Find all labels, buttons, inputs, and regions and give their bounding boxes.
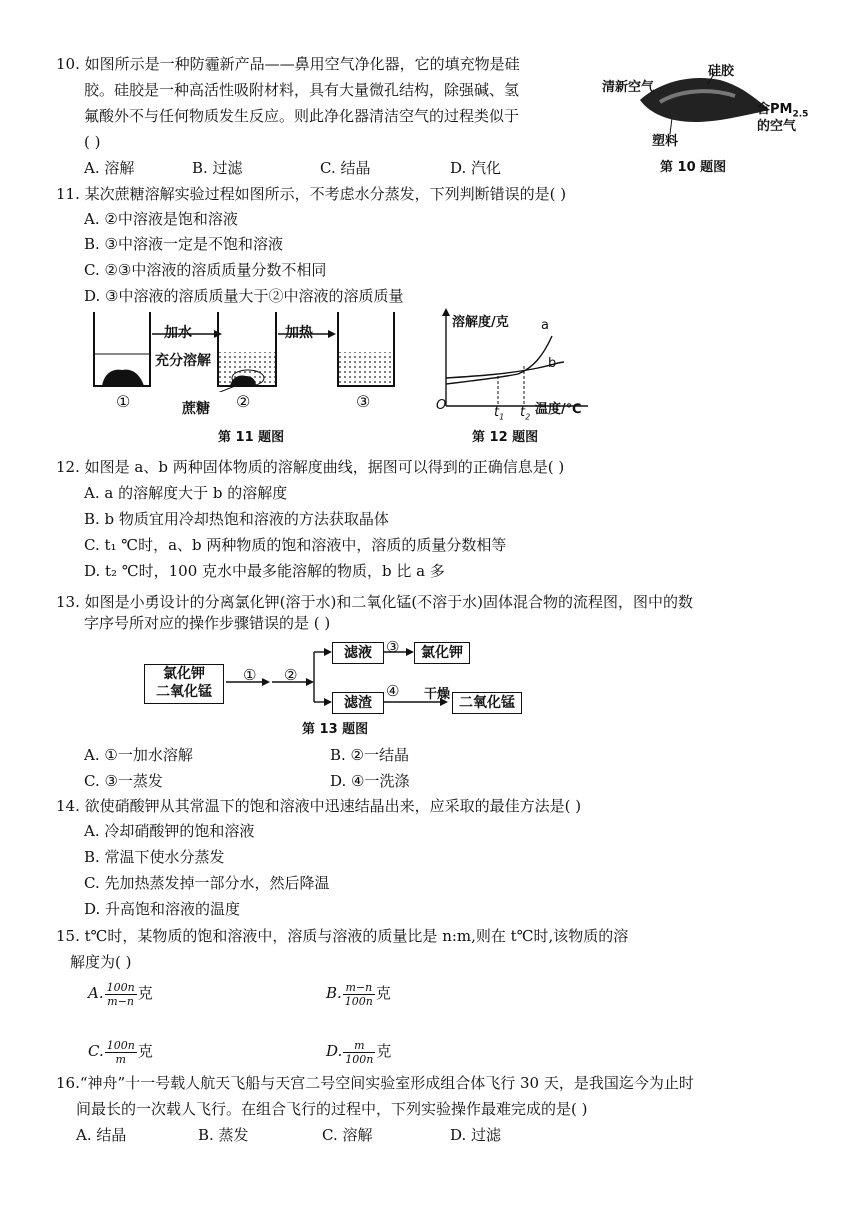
q10-option-c[interactable]: C. 结晶	[320, 159, 371, 177]
q16-option-a[interactable]: A. 结晶	[76, 1126, 127, 1144]
flow-step-3: ③	[386, 638, 400, 656]
arrow-dissolve-label: 充分溶解	[155, 353, 211, 369]
q13-option-b[interactable]: B. ②一结晶	[330, 746, 410, 764]
q13-stem-line-1: 13. 如图是小勇设计的分离氯化钾(溶于水)和二氧化锰(不溶于水)固体混合物的流程图，图中的数	[56, 593, 694, 611]
q10-option-a[interactable]: A. 溶解	[84, 159, 135, 177]
q10-stem-line-2: 胶。硅胶是一种高活性吸附材料，具有大量微孔结构，除强碱、氢	[84, 81, 520, 99]
beaker-2-label: ②	[236, 392, 251, 411]
chart-xlabel: 温度/℃	[535, 402, 582, 417]
unit: 克	[375, 984, 391, 1002]
q13-stem-line-2: 字序号所对应的操作步骤错误的是 ( )	[84, 614, 331, 632]
q12-option-d[interactable]: D. t₂ ℃时，100 克水中最多能溶解的物质，b 比 a 多	[84, 562, 445, 580]
label-silica: 硅胶	[708, 64, 735, 79]
numerator: m−n	[343, 981, 375, 995]
flow-box-mixture	[144, 664, 224, 704]
mix-line-1: 氯化钾	[163, 666, 205, 682]
unit: 克	[137, 1042, 153, 1060]
q11-option-d[interactable]: D. ③中溶液的溶质质量大于②中溶液的溶质质量	[84, 287, 404, 305]
q10-answer-blank: ( )	[84, 133, 101, 151]
unit: 克	[137, 984, 153, 1002]
numerator: 100n	[106, 980, 135, 994]
q15-option-a[interactable]	[88, 980, 153, 1008]
q11-stem: 11. 某次蔗糖溶解实验过程如图所示，不考虑水分蒸发，下列判断错误的是( )	[56, 185, 567, 203]
q12-option-c[interactable]: C. t₁ ℃时，a、b 两种物质的饱和溶液中，溶质的质量分数相等	[84, 536, 507, 554]
q13-option-d[interactable]: D. ④一洗涤	[330, 772, 410, 790]
denominator: m−n	[107, 994, 135, 1008]
beaker-1-label: ①	[116, 392, 131, 411]
q14-option-d[interactable]: D. 升高饱和溶液的温度	[84, 900, 241, 918]
numerator: 100n	[106, 1038, 135, 1052]
flow-step-2: ②	[284, 666, 298, 684]
numerator: m	[343, 1039, 375, 1053]
q15-option-c[interactable]	[88, 1038, 153, 1066]
curve-a-label: a	[541, 318, 549, 333]
chart-ylabel: 溶解度/克	[452, 315, 509, 330]
q10-option-d[interactable]: D. 汽化	[450, 159, 502, 177]
q11-option-a[interactable]: A. ②中溶液是饱和溶液	[84, 210, 238, 228]
option-letter: A.	[88, 984, 104, 1002]
q15-option-d[interactable]	[326, 1038, 391, 1066]
q10-option-b[interactable]: B. 过滤	[192, 159, 243, 177]
q14-option-c[interactable]: C. 先加热蒸发掉一部分水，然后降温	[84, 874, 330, 892]
unit: 克	[376, 1042, 392, 1060]
label-plastic: 塑料	[652, 134, 679, 149]
denominator: 100n	[345, 1052, 374, 1066]
arrow-add-water-label: 加水	[164, 325, 192, 341]
q11-option-c[interactable]: C. ②③中溶液的溶质质量分数不相同	[84, 261, 327, 279]
fraction	[343, 1039, 375, 1066]
figure-11-caption: 第 11 题图	[218, 430, 285, 445]
flow-box-mno2: 二氧化锰	[452, 692, 522, 714]
q12-option-a[interactable]: A. a 的溶解度大于 b 的溶解度	[84, 484, 288, 502]
tick-t1: $t_1$	[494, 405, 505, 422]
figure-10-caption: 第 10 题图	[660, 160, 727, 175]
curve-b-label: b	[548, 356, 557, 371]
q16-stem-line-2: 间最长的一次载人飞行。在组合飞行的过程中，下列实验操作最难完成的是( )	[76, 1100, 588, 1118]
q16-option-b[interactable]: B. 蒸发	[198, 1126, 249, 1144]
q12-stem: 12. 如图是 a、b 两种固体物质的溶解度曲线，据图可以得到的正确信息是( )	[56, 458, 565, 476]
label-sugar: 蔗糖	[182, 401, 210, 417]
flow-step-4: ④	[386, 682, 400, 700]
arrow-heat-label: 加热	[285, 325, 313, 341]
figure-12-caption: 第 12 题图	[472, 430, 539, 445]
mix-line-2: 二氧化锰	[156, 684, 212, 700]
q10-stem-line-1: 10. 如图所示是一种防霾新产品——鼻用空气净化器，它的填充物是硅	[56, 55, 520, 73]
beaker-3-label: ③	[356, 392, 371, 411]
label-pm-air-2: 的空气	[757, 119, 797, 134]
label-clean-air: 清新空气	[602, 80, 655, 95]
q14-option-b[interactable]: B. 常温下使水分蒸发	[84, 848, 225, 866]
q10-stem-line-3: 氟酸外不与任何物质发生反应。则此净化器清洁空气的过程类似于	[84, 107, 520, 125]
q15-stem-line-1: 15. t℃时，某物质的饱和溶液中，溶质与溶液的质量比是 n:m,则在 t℃时,该物质的溶	[56, 927, 629, 945]
label-pm-air: 含$PM_{2.5}$	[757, 102, 809, 120]
q12-option-b[interactable]: B. b 物质宜用冷却热饱和溶液的方法获取晶体	[84, 510, 389, 528]
q16-option-c[interactable]: C. 溶解	[322, 1126, 373, 1144]
tick-t2: $t_2$	[520, 405, 531, 422]
q15-option-b[interactable]	[326, 980, 391, 1008]
fraction	[105, 1039, 137, 1066]
flow-box-filtrate: 滤液	[332, 642, 384, 664]
q14-option-a[interactable]: A. 冷却硝酸钾的饱和溶液	[84, 822, 255, 840]
q14-stem: 14. 欲使硝酸钾从其常温下的饱和溶液中迅速结晶出来，应采取的最佳方法是( )	[56, 797, 582, 815]
option-letter: D.	[326, 1042, 343, 1060]
q11-option-b[interactable]: B. ③中溶液一定是不饱和溶液	[84, 235, 284, 253]
chart-origin: O	[436, 398, 447, 413]
q16-option-d[interactable]: D. 过滤	[450, 1126, 502, 1144]
denominator: m	[115, 1052, 126, 1066]
q13-option-c[interactable]: C. ③一蒸发	[84, 772, 163, 790]
denominator: 100n	[344, 994, 373, 1008]
figure-13-caption: 第 13 题图	[302, 722, 369, 737]
fraction	[343, 981, 375, 1008]
option-letter: C.	[88, 1042, 104, 1060]
flow-step-1: ①	[243, 666, 257, 684]
option-letter: B.	[326, 984, 342, 1002]
flow-dry-label: 干燥	[424, 687, 451, 702]
q16-stem-line-1: 16.“神舟”十一号载人航天飞船与天宫二号空间实验室形成组合体飞行 30 天，是我国迄今为止时	[56, 1074, 694, 1092]
flow-box-residue: 滤渣	[332, 692, 384, 714]
q13-option-a[interactable]: A. ①一加水溶解	[84, 746, 193, 764]
beakers-figure	[88, 310, 418, 392]
flow-box-kcl: 氯化钾	[414, 642, 470, 664]
fraction	[105, 981, 137, 1008]
q15-stem-line-2: 解度为( )	[70, 953, 132, 971]
